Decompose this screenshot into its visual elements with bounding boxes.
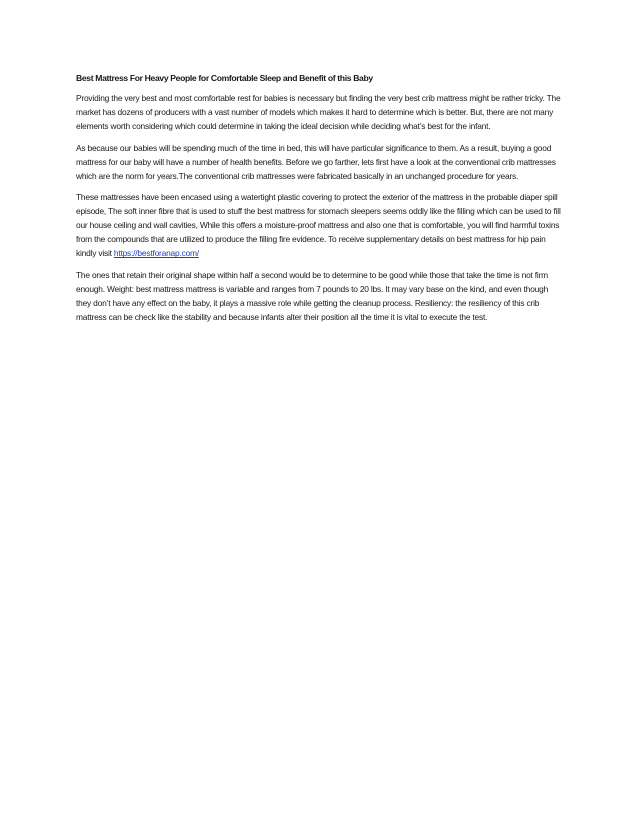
paragraph-3-text: These mattresses have been encased using a watertight plastic covering to protect the exterior of the mattress in the probable diaper spill episode, The soft inner fibre that is used to stuff the best mattress for stomach sleepers seems oddly like the filling which can be used to fill our house ceiling and wall cavities, While this offers a moisture-proof mattress and also one that is comfortable, you will find harmful toxins from the compounds that are utilized to produce the filling fire evidence. To receive supplementary details on best mattress for hip pain kindly visit	[76, 192, 561, 259]
paragraph-2: As because our babies will be spending much of the time in bed, this will have particular significance to them. As a result, buying a good mattress for our baby will have a number of health benefits. Before we go farther, lets first have a look at the conventional crib mattresses which are the norm for years.The conventional crib mattresses were fabricated basically in an unchanged procedure for years.	[76, 142, 556, 181]
document-title: Best Mattress For Heavy People for Comfortable Sleep and Benefit of this Baby	[76, 73, 373, 83]
paragraph-4: The ones that retain their original shape within half a second would be to determine to be good while those that take the time is not firm enough. Weight: best mattress mattress is variable and ranges from 7 pounds to 20 lbs. It may vary base on the kind, and even though they don’t have any effect on the baby, it plays a massive role while getting the cleanup process. Resiliency: the resiliency of this crib mattress can be check like the stability and because infants alter their position all the time it is vital to execute the test.	[76, 270, 549, 323]
paragraph-1: Providing the very best and most comfortable rest for babies is necessary but finding the very best crib mattress might be rather tricky. The market has dozens of producers with a vast number of models which makes it hard to determine which is better. But, there are not many elements worth considering which could determine in taking the ideal decision while deciding what’s best for the infant.	[76, 93, 561, 132]
paragraph-3	[76, 190, 562, 260]
bestforanap-link[interactable]: https://bestforanap.com/	[113, 248, 199, 259]
document-page	[76, 71, 562, 332]
